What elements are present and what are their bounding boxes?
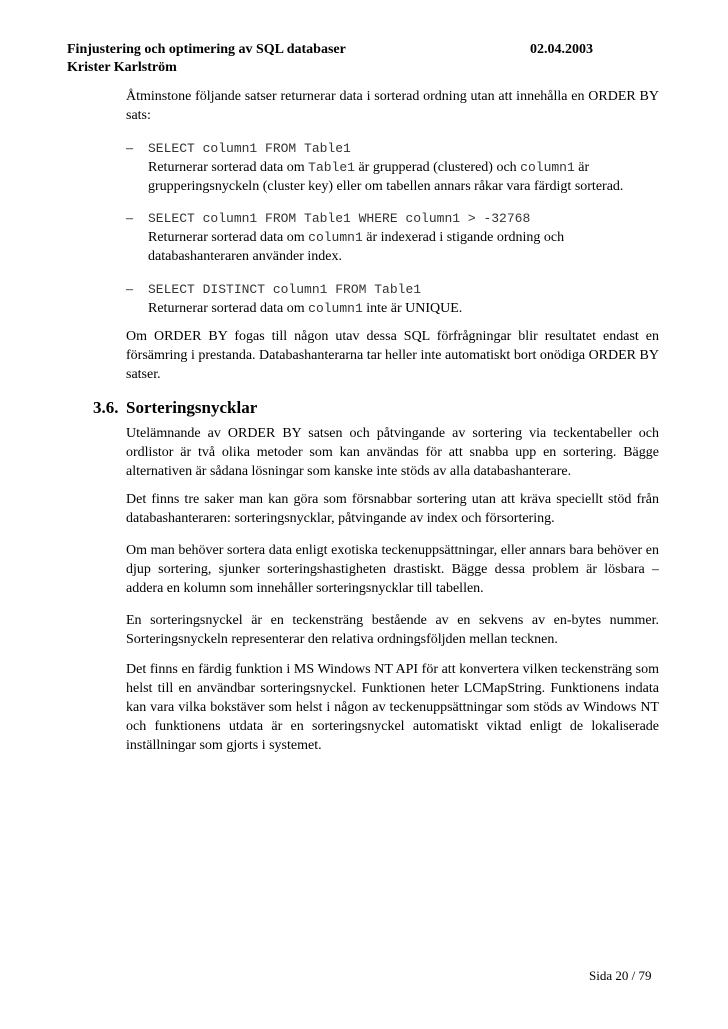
section-title: Sorteringsnycklar	[126, 398, 258, 417]
paragraph: Det finns tre saker man kan göra som försnabbar sortering utan att kräva speciellt stöd från databashanteraren: sorteringsnycklar, påtvingande av index och försortering.	[126, 492, 659, 526]
paragraph: Om man behöver sortera data enligt exotiska teckenuppsättningar, eller annars bara behöver en djup sortering, sjunker sorteringshastigheten drastiskt. Bägge dessa problem är lösbara – addera en kolumn som innehåller sorteringsnycklar till tabellen.	[126, 543, 659, 596]
section-number: 3.6.	[93, 398, 119, 417]
header-title: Finjustering och optimering av SQL databaser	[67, 42, 346, 57]
bullet-item	[126, 139, 659, 196]
order-by-note: Om ORDER BY fogas till någon utav dessa SQL förfrågningar blir resultatet endast en försämring i prestanda. Databashanterarna tar heller inte automatiskt bort onödiga ORDER BY satser.	[126, 329, 659, 382]
paragraph: En sorteringsnyckel är en teckensträng bestående av en sekvens av en-bytes nummer. Sorteringsnyckeln representerar den relativa ordningsföljden mellan tecknen.	[126, 613, 659, 647]
page-number: Sida 20 / 79	[589, 968, 652, 983]
paragraph: Det finns en färdig funktion i MS Windows NT API för att konvertera vilken teckensträng som helst till en användbar sorteringsnyckel. Funktionen heter LCMapString. Funktionens indata kan vara vilka bokstäver som helst i någon av teckenuppsättningar som stöds av Windows NT och funktionens utdata är en sorteringsnyckel automatiskt viktad enligt de lokaliserade inställningar som gjorts i systemet.	[126, 662, 659, 753]
bullet-description: Returnerar sorterad data om column1 är indexerad i stigande ordning och databashanteraren använder index.	[148, 230, 565, 264]
header-date: 02.04.2003	[530, 42, 593, 57]
bullet-description: Returnerar sorterad data om column1 inte är UNIQUE.	[148, 301, 463, 316]
sql-statement: SELECT column1 FROM Table1	[148, 141, 351, 156]
bullet-dash: –	[126, 141, 133, 156]
intro-paragraph: Åtminstone följande satser returnerar data i sorterad ordning utan att innehålla en ORDER BY sats:	[126, 89, 659, 123]
section-heading	[93, 398, 257, 418]
bullet-dash: –	[126, 282, 133, 297]
header-author: Krister Karlström	[67, 60, 177, 75]
bullet-description: Returnerar sorterad data om Table1 är grupperad (clustered) och column1 är grupperingsnyckeln (cluster key) eller om tabellen annars råkar vara färdigt sorterad.	[148, 160, 624, 194]
sql-statement: SELECT DISTINCT column1 FROM Table1	[148, 282, 422, 297]
bullet-dash: –	[126, 211, 133, 226]
sql-statement: SELECT column1 FROM Table1 WHERE column1 > -32768	[148, 211, 531, 226]
bullet-item	[126, 209, 659, 266]
bullet-item	[126, 280, 659, 318]
paragraph: Utelämnande av ORDER BY satsen och påtvingande av sortering via teckentabeller och ordlistor är två olika metoder som kan användas för att snabba upp en sortering. Bägge alternativen är sådana lösningar som kanske inte stöds av alla databashanterare.	[126, 426, 659, 479]
